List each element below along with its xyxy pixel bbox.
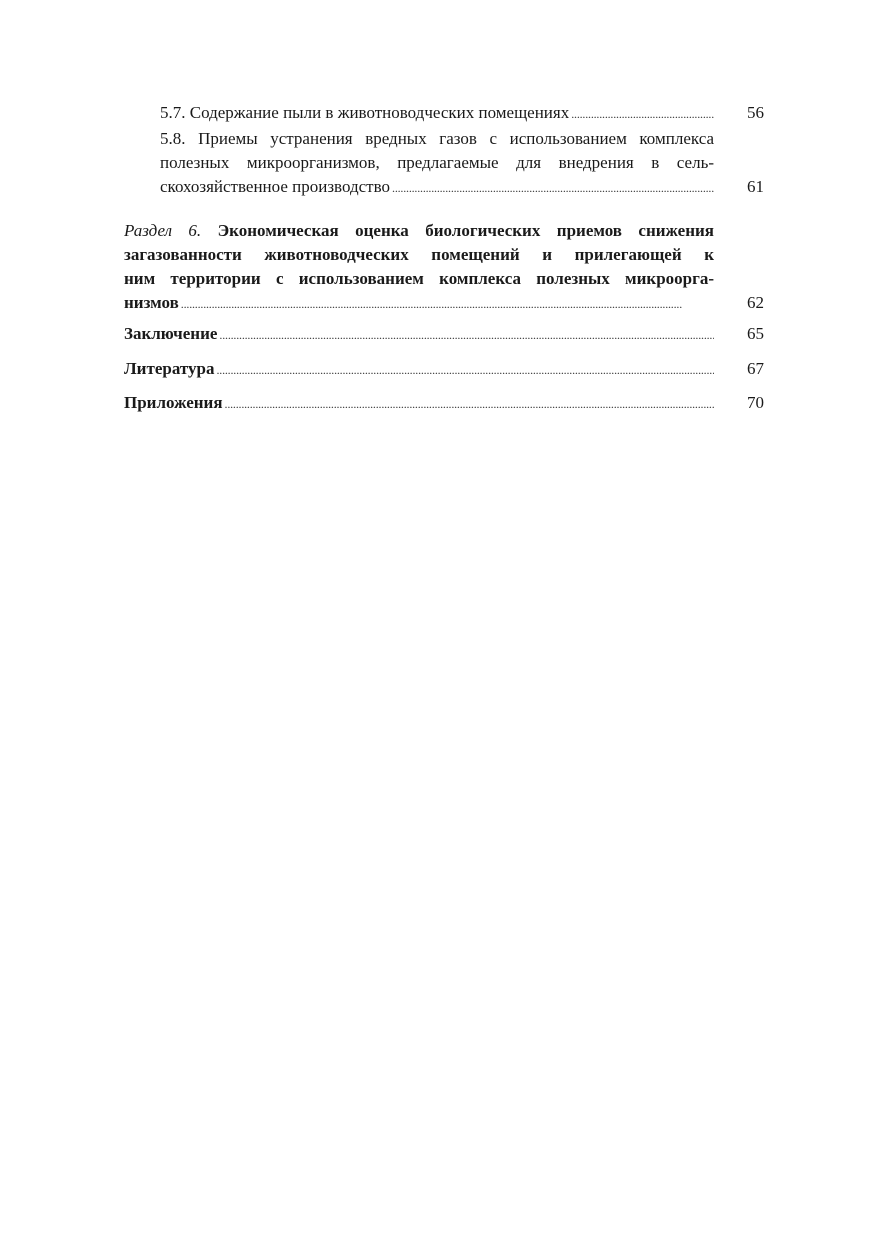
toc-entry-title: 5.7. Содержание пыли в животноводческих помещениях: [160, 103, 570, 122]
toc-line: [124, 219, 714, 243]
toc-entry-title: Экономическая оценка биологических приемов снижения: [217, 221, 714, 240]
dot-leader: [571, 101, 714, 126]
toc-line: 5.8. Приемы устранения вредных газов с использованием комплекса: [160, 129, 714, 148]
toc-entry-title: Литература: [124, 359, 215, 378]
toc-entry-title: Приложения: [124, 393, 223, 412]
dot-leader: [181, 291, 714, 316]
toc-line: полезных микроорганизмов, предлагаемые для внедрения в сель-: [160, 153, 714, 172]
toc-entry-appendices: [124, 391, 764, 415]
dot-leader: [392, 175, 714, 200]
toc-line: [124, 322, 764, 346]
toc-line: ним территории с использованием комплекса полезных микроорга-: [124, 269, 714, 288]
toc-page-number: 62: [747, 293, 764, 312]
toc-page-number: 61: [747, 177, 764, 196]
toc-line: [124, 357, 764, 381]
toc-line: загазованности животноводческих помещений и прилегающей к: [124, 245, 714, 264]
toc-entry-title: Заключение: [124, 324, 218, 343]
toc-line: [124, 291, 764, 315]
toc-page-number: 67: [747, 359, 764, 378]
toc-entry-5-7: [160, 101, 764, 125]
toc-line: [160, 101, 764, 125]
toc-page-number: 70: [747, 393, 764, 412]
toc-line: [160, 175, 764, 199]
section-prefix: Раздел 6.: [124, 221, 218, 240]
dot-leader: [216, 357, 714, 382]
toc-page-number: 65: [747, 324, 764, 343]
dot-leader: [219, 322, 714, 347]
toc-page-number: 56: [747, 103, 764, 122]
toc-entry-title: скохозяйственное производство: [160, 177, 391, 196]
toc-line: [124, 391, 764, 415]
toc-entry-title: низмов: [124, 293, 179, 312]
toc-entry-literature: [124, 357, 764, 381]
toc-entry-conclusion: [124, 322, 764, 346]
toc-entry-5-8: [160, 127, 764, 199]
dot-leader: [225, 391, 714, 416]
toc-entry-section-6: [124, 219, 764, 315]
